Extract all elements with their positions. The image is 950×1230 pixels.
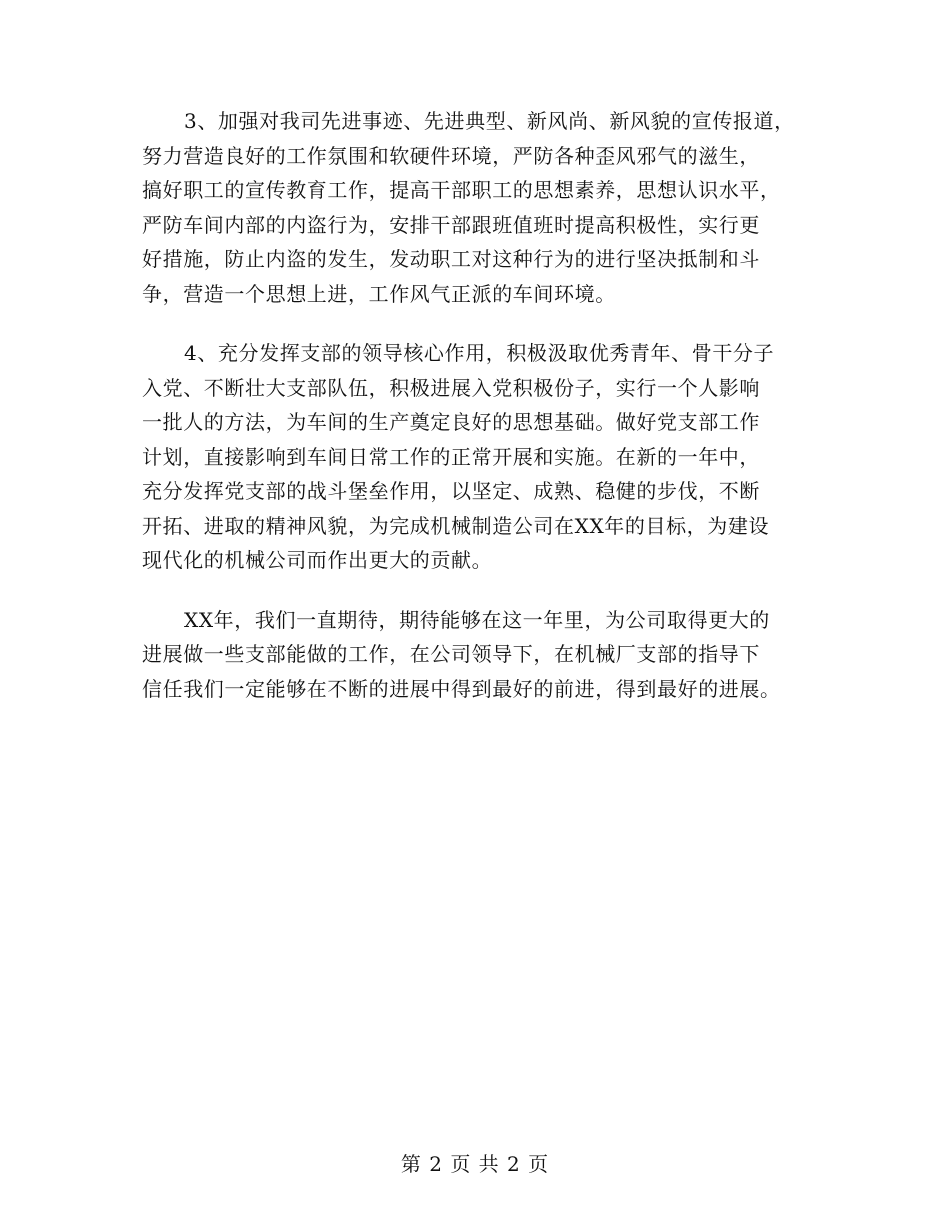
paragraph-item-4 [142, 336, 822, 578]
document-body [142, 104, 822, 731]
text-line: 3、加强对我司先进事迹、先进典型、新风尚、新风貌的宣传报道， [184, 109, 795, 133]
text-line: 现代化的机械公司而作出更大的贡献。 [142, 548, 493, 572]
paragraph-item-3 [142, 104, 822, 311]
text-line: 进展做一些支部能做的工作，在公司领导下，在机械厂支部的指导下 [142, 642, 760, 666]
text-line: 争，营造一个思想上进，工作风气正派的车间环境。 [142, 281, 616, 306]
text-line: 计划，直接影响到车间日常工作的正常开展和实施。在新的一年中， [142, 444, 760, 469]
text-line: 努力营造良好的工作氛围和软硬件环境，严防各种歪风邪气的滋生， [142, 143, 760, 168]
text-line: 信任我们一定能够在不断的进展中得到最好的前进，得到最好的进展。 [142, 676, 781, 701]
page-number-footer: 第 2 页 共 2 页 [400, 1152, 550, 1176]
text-line: 入党、不断壮大支部队伍，积极进展入党积极份子，实行一个人影响 [142, 375, 760, 400]
text-line: 搞好职工的宣传教育工作，提高干部职工的思想素养，思想认识水平， [142, 178, 781, 202]
text-line: 严防车间内部的内盗行为，安排干部跟班值班时提高积极性，实行更 [142, 212, 760, 237]
paragraph-closing [142, 603, 822, 707]
text-line: 开拓、进取的精神风貌，为完成机械制造公司在XX年的目标，为建设 [142, 513, 770, 538]
text-line: 4、充分发挥支部的领导核心作用，积极汲取优秀青年、骨干分子 [184, 341, 775, 365]
text-line: 好措施，防止内盗的发生，发动职工对这种行为的进行坚决抵制和斗 [142, 247, 760, 271]
text-line: 一批人的方法，为车间的生产奠定良好的思想基础。做好党支部工作 [142, 410, 760, 434]
text-line: 充分发挥党支部的战斗堡垒作用，以坚定、成熟、稳健的步伐，不断 [142, 479, 760, 503]
text-line: XX年，我们一直期待，期待能够在这一年里，为公司取得更大的 [184, 607, 770, 632]
